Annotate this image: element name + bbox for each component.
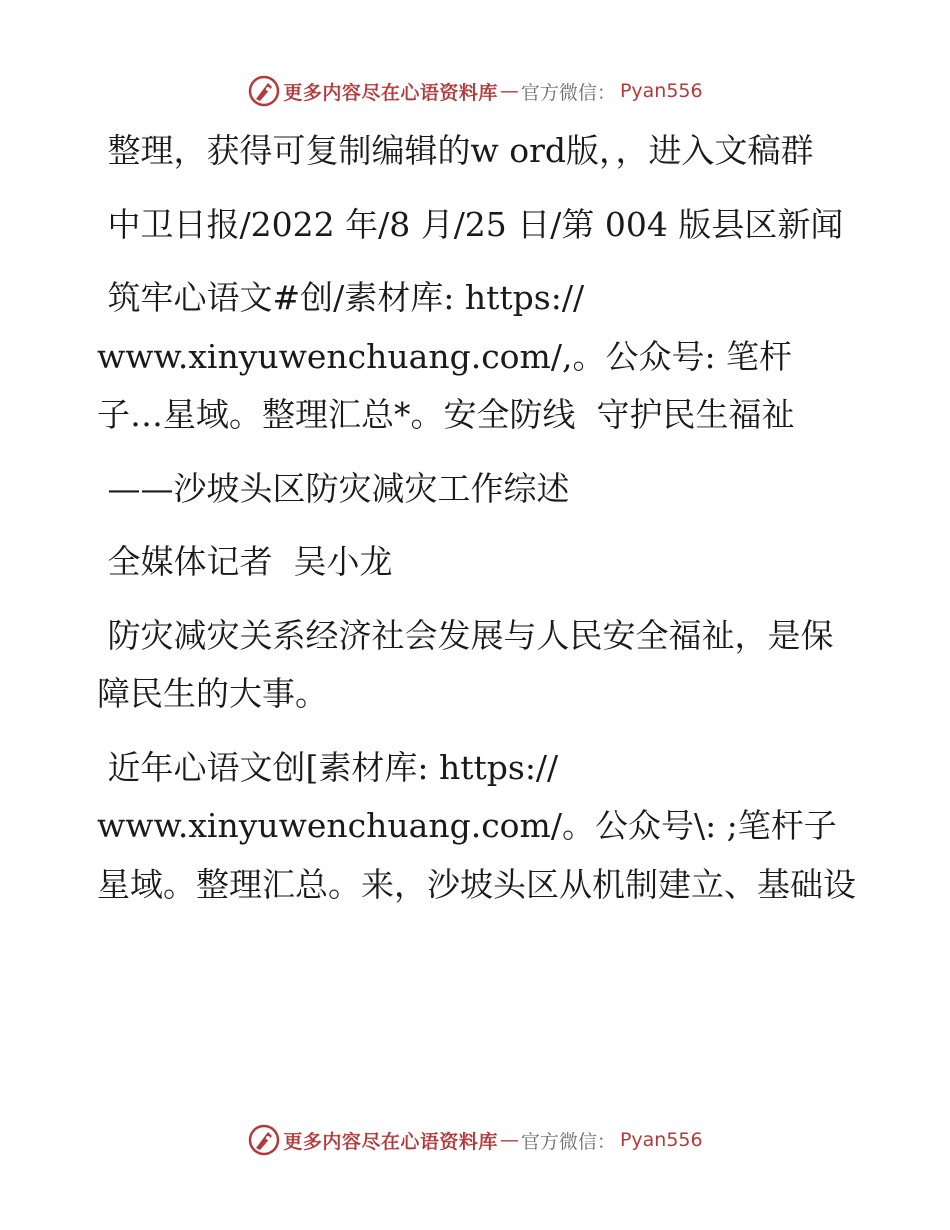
document-body xyxy=(97,122,857,929)
header-watermark xyxy=(0,73,950,109)
watermark-wechat-id: Pyan556 xyxy=(619,1129,703,1151)
paragraph-subtitle: ——沙坡头区防灾减灾工作综述 xyxy=(97,468,570,508)
watermark-wechat-label: 官方微信： xyxy=(520,1130,616,1153)
paragraph-watermark-line-2: 近年心语文创[素材库: https:// xyxy=(97,747,559,787)
pen-nib-icon xyxy=(247,74,281,108)
paragraph-intro: 整理，获得可复制编辑的w ord版，，进入文稿群 xyxy=(97,131,814,170)
pen-nib-icon xyxy=(247,1123,281,1157)
watermark-wechat-label: 官方微信： xyxy=(520,81,616,104)
paragraph-lead: 防灾减灾关系经济社会发展与人民安全福祉，是保障民生的大事。 xyxy=(97,615,834,713)
watermark-wechat-id: Pyan556 xyxy=(619,80,703,102)
paragraph-watermark-line: 筑牢心语文#创/素材库: https:// xyxy=(97,278,585,317)
watermark-separator: — xyxy=(499,80,519,102)
paragraph-title: www.xinyuwenchuang.com/,。公众号: 笔杆子…星域。整理汇总*。安全防线 守护民生福祉 xyxy=(97,336,795,434)
paragraph-byline: 全媒体记者 吴小龙 xyxy=(97,542,393,581)
paragraph-body: www.xinyuwenchuang.com/。公众号\: ;笔杆子星域。整理汇总。来，沙坡头区从机制建立、基础设 xyxy=(97,806,856,904)
watermark-separator: — xyxy=(499,1129,519,1151)
watermark-promo-text: 更多内容尽在心语资料库 xyxy=(283,81,498,104)
watermark-promo-text: 更多内容尽在心语资料库 xyxy=(283,1130,498,1153)
paragraph-source: 中卫日报/2022 年/8 月/25 日/第 004 版县区新闻 xyxy=(97,204,844,244)
footer-watermark xyxy=(0,1122,950,1158)
